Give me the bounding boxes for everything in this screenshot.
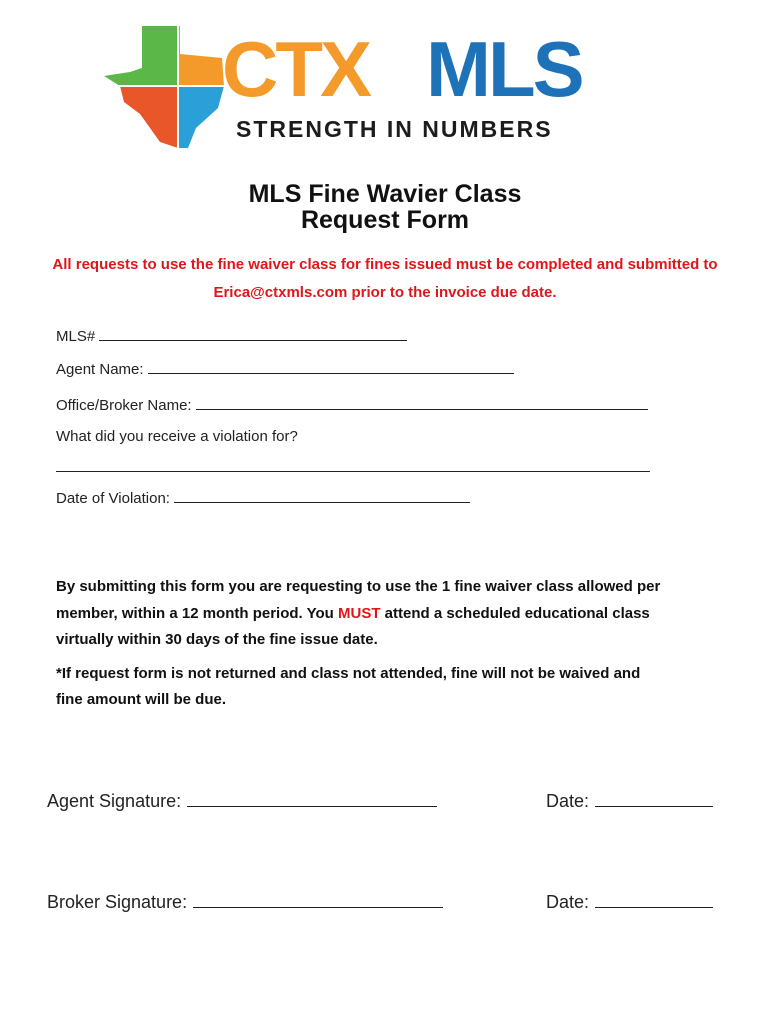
body-para1-line2-end: attend a scheduled educational class [384,605,650,622]
mls-number-field[interactable] [56,326,407,345]
logo-mls-text: MLS [426,25,582,113]
broker-date-field[interactable] [546,891,713,913]
violation-answer-line[interactable] [56,457,650,472]
broker-date-label: Date: [546,892,590,912]
form-title-line1: MLS Fine Wavier Class [248,180,522,208]
date-of-violation-label: Date of Violation: [56,490,170,507]
date-of-violation-line[interactable] [174,488,470,503]
mls-number-label: MLS# [56,328,96,345]
broker-signature-line[interactable] [193,891,443,908]
mls-number-line[interactable] [99,326,407,341]
office-broker-label: Office/Broker Name: [56,397,192,414]
office-broker-field[interactable] [56,395,648,414]
must-emphasis: MUST [338,605,381,622]
body-para1-line2-start: member, within a 12 month period. You [56,605,334,622]
agent-date-line[interactable] [595,790,713,807]
body-para2-line2: fine amount will be due. [56,691,227,708]
notice-line1: All requests to use the fine waiver class for fines issued must be completed and submitted to [52,256,718,273]
body-para1-line3: virtually within 30 days of the fine issue date. [56,631,378,648]
agent-signature-label: Agent Signature: [47,791,182,811]
texas-map-icon [100,24,230,154]
agent-name-field[interactable] [56,359,514,378]
logo-tagline: STRENGTH IN NUMBERS [236,116,553,142]
office-broker-line[interactable] [196,395,648,410]
agent-name-label: Agent Name: [56,361,144,378]
agent-date-label: Date: [546,791,590,811]
broker-signature-field[interactable] [47,891,443,913]
violation-answer-field[interactable] [56,457,650,476]
logo-ctx-text: CTX [222,25,369,113]
broker-signature-label: Broker Signature: [47,892,188,912]
agent-name-line[interactable] [148,359,514,374]
body-para1-line2 [56,605,650,622]
body-para1-line1: By submitting this form you are requesting to use the 1 fine waiver class allowed per [56,578,661,595]
agent-signature-line[interactable] [187,790,437,807]
agent-signature-field[interactable] [47,790,437,812]
body-para2-line1: *If request form is not returned and class not attended, fine will not be waived and [56,665,641,682]
agent-date-field[interactable] [546,790,713,812]
violation-question: What did you receive a violation for? [56,428,298,445]
broker-date-line[interactable] [595,891,713,908]
ctxmls-logo [100,24,610,154]
form-title-line2: Request Form [300,206,470,234]
notice-line2: Erica@ctxmls.com prior to the invoice due date. [213,284,557,301]
date-of-violation-field[interactable] [56,488,470,507]
